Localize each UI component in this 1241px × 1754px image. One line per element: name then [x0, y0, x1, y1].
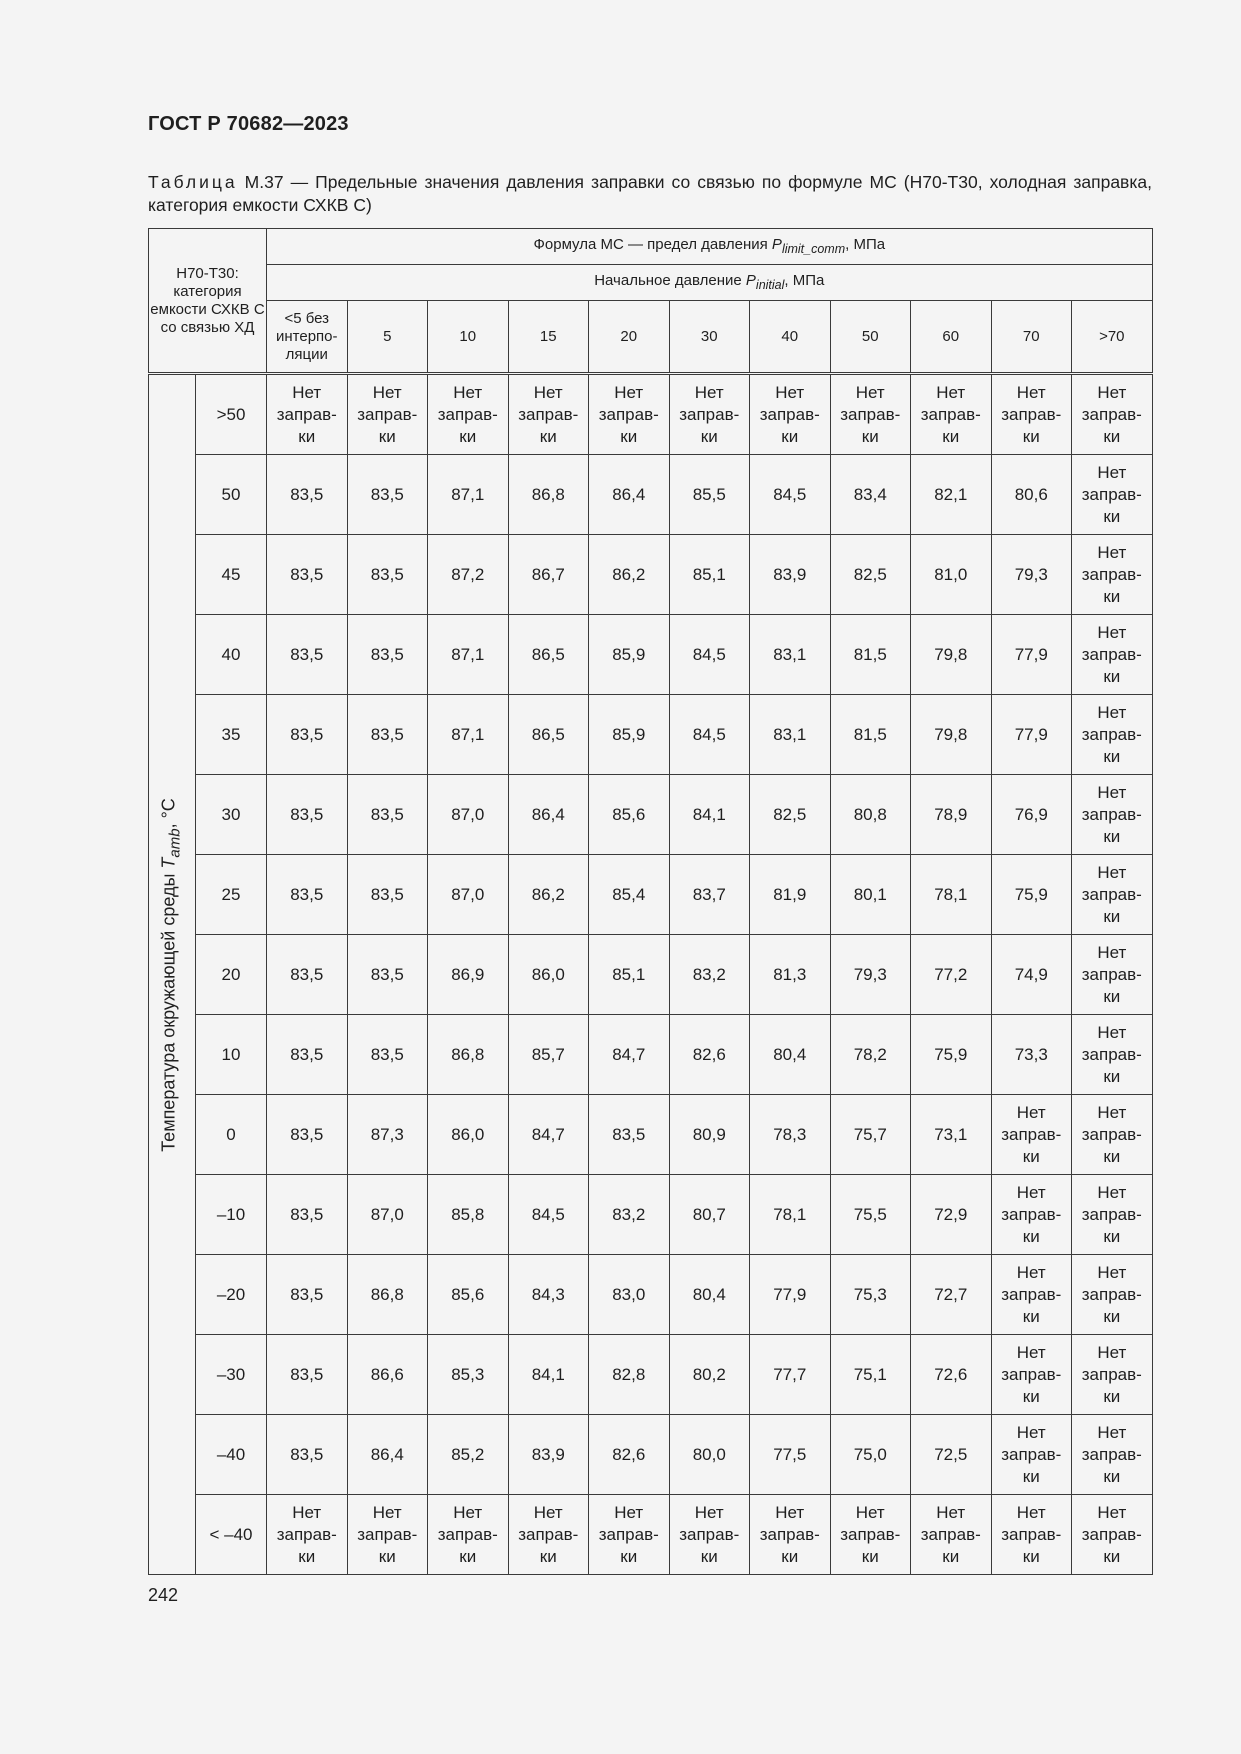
temperature-cell: –40 — [196, 1415, 267, 1495]
document-header: ГОСТ Р 70682—2023 — [148, 113, 349, 135]
temperature-cell: 50 — [196, 455, 267, 535]
value-cell: 79,3 — [991, 535, 1072, 615]
value-cell: 85,2 — [428, 1415, 509, 1495]
value-cell: 83,5 — [267, 1415, 348, 1495]
table-row — [149, 1415, 1153, 1495]
value-cell: 82,1 — [911, 455, 992, 535]
value-cell: 85,9 — [589, 615, 670, 695]
value-cell: 72,7 — [911, 1255, 992, 1335]
axis-label-subscript: amb — [166, 827, 184, 858]
value-cell: 78,3 — [750, 1095, 831, 1175]
value-cell: 72,9 — [911, 1175, 992, 1255]
table-row — [149, 535, 1153, 615]
column-header: 15 — [508, 301, 589, 374]
value-cell: 83,5 — [347, 1015, 428, 1095]
value-cell: 77,7 — [750, 1335, 831, 1415]
value-cell: 83,9 — [508, 1415, 589, 1495]
initial-unit: , МПа — [784, 271, 825, 289]
value-cell: Нет заправ- ки — [1072, 374, 1153, 455]
axis-label-unit: , °С — [158, 797, 179, 828]
column-header: 60 — [911, 301, 992, 374]
value-cell: 85,1 — [589, 935, 670, 1015]
value-cell: 81,5 — [830, 695, 911, 775]
column-header: <5 без интерпо-ляции — [267, 301, 348, 374]
value-cell: 87,2 — [428, 535, 509, 615]
value-cell: Нет заправ- ки — [267, 1495, 348, 1575]
table-row — [149, 615, 1153, 695]
value-cell: 86,5 — [508, 615, 589, 695]
value-cell: 83,5 — [267, 1015, 348, 1095]
value-cell: Нет заправ- ки — [991, 1495, 1072, 1575]
value-cell: 85,8 — [428, 1175, 509, 1255]
value-cell: 87,1 — [428, 455, 509, 535]
value-cell: 86,4 — [589, 455, 670, 535]
value-cell: 83,5 — [267, 1175, 348, 1255]
value-cell: 82,6 — [669, 1015, 750, 1095]
value-cell: Нет заправ- ки — [991, 1335, 1072, 1415]
value-cell: 87,3 — [347, 1095, 428, 1175]
table-row — [149, 1255, 1153, 1335]
value-cell: 80,9 — [669, 1095, 750, 1175]
formula-unit: , МПа — [845, 235, 886, 253]
value-cell: 83,5 — [267, 455, 348, 535]
value-cell: 86,0 — [428, 1095, 509, 1175]
value-cell: 81,9 — [750, 855, 831, 935]
value-cell: 80,2 — [669, 1335, 750, 1415]
value-cell: 84,7 — [508, 1095, 589, 1175]
value-cell: 83,5 — [347, 535, 428, 615]
value-cell: 76,9 — [991, 775, 1072, 855]
value-cell: 81,3 — [750, 935, 831, 1015]
value-cell: 85,6 — [589, 775, 670, 855]
value-cell: 79,8 — [911, 695, 992, 775]
value-cell: 83,9 — [750, 535, 831, 615]
value-cell: 79,8 — [911, 615, 992, 695]
value-cell: 86,6 — [347, 1335, 428, 1415]
value-cell: 78,1 — [750, 1175, 831, 1255]
value-cell: 78,9 — [911, 775, 992, 855]
value-cell: 83,5 — [267, 1335, 348, 1415]
value-cell: 82,5 — [750, 775, 831, 855]
value-cell: 85,4 — [589, 855, 670, 935]
value-cell: 82,6 — [589, 1415, 670, 1495]
value-cell: 83,5 — [267, 615, 348, 695]
value-cell: 77,9 — [991, 695, 1072, 775]
table-row — [149, 695, 1153, 775]
value-cell: Нет заправ- ки — [267, 374, 348, 455]
value-cell: 80,8 — [830, 775, 911, 855]
value-cell: 87,0 — [428, 855, 509, 935]
value-cell: 83,5 — [347, 855, 428, 935]
value-cell: 83,2 — [669, 935, 750, 1015]
value-cell: Нет заправ- ки — [830, 374, 911, 455]
formula-subscript: limit_comm — [781, 241, 846, 256]
initial-pressure-header — [267, 265, 1153, 301]
column-header: 40 — [750, 301, 831, 374]
pressure-limits-table — [148, 228, 1153, 1575]
value-cell: 83,5 — [347, 695, 428, 775]
value-cell: 83,1 — [750, 615, 831, 695]
value-cell: Нет заправ- ки — [750, 1495, 831, 1575]
value-cell: 77,2 — [911, 935, 992, 1015]
value-cell: 87,1 — [428, 615, 509, 695]
temperature-cell: –30 — [196, 1335, 267, 1415]
value-cell: Нет заправ- ки — [830, 1495, 911, 1575]
value-cell: 77,9 — [750, 1255, 831, 1335]
value-cell: Нет заправ- ки — [1072, 615, 1153, 695]
temperature-cell: 30 — [196, 775, 267, 855]
table-caption — [148, 171, 1152, 217]
value-cell: 84,1 — [669, 775, 750, 855]
temperature-cell: 45 — [196, 535, 267, 615]
value-cell: 86,7 — [508, 535, 589, 615]
value-cell: Нет заправ- ки — [1072, 855, 1153, 935]
value-cell: Нет заправ- ки — [1072, 455, 1153, 535]
value-cell: 75,5 — [830, 1175, 911, 1255]
temperature-cell: < –40 — [196, 1495, 267, 1575]
temperature-cell: 35 — [196, 695, 267, 775]
temperature-cell: 20 — [196, 935, 267, 1015]
value-cell: 80,4 — [669, 1255, 750, 1335]
value-cell: 72,5 — [911, 1415, 992, 1495]
caption-prefix: Таблица — [148, 172, 238, 192]
value-cell: 86,4 — [508, 775, 589, 855]
table-row — [149, 775, 1153, 855]
table-row — [149, 1175, 1153, 1255]
value-cell: 79,3 — [830, 935, 911, 1015]
value-cell: Нет заправ- ки — [589, 1495, 670, 1575]
value-cell: 83,5 — [267, 935, 348, 1015]
value-cell: 77,9 — [991, 615, 1072, 695]
value-cell: 81,0 — [911, 535, 992, 615]
formula-symbol: P — [771, 235, 782, 253]
value-cell: 87,0 — [347, 1175, 428, 1255]
initial-header-text: Начальное давление — [594, 271, 746, 289]
table-row — [149, 1495, 1153, 1575]
column-header: 5 — [347, 301, 428, 374]
value-cell: Нет заправ- ки — [1072, 1415, 1153, 1495]
value-cell: 82,8 — [589, 1335, 670, 1415]
value-cell: 80,7 — [669, 1175, 750, 1255]
temperature-cell: –10 — [196, 1175, 267, 1255]
value-cell: 75,9 — [991, 855, 1072, 935]
value-cell: 78,2 — [830, 1015, 911, 1095]
value-cell: 72,6 — [911, 1335, 992, 1415]
value-cell: 86,9 — [428, 935, 509, 1015]
value-cell: 86,2 — [589, 535, 670, 615]
value-cell: Нет заправ- ки — [508, 1495, 589, 1575]
page-number: 242 — [148, 1585, 179, 1605]
value-cell: 80,4 — [750, 1015, 831, 1095]
value-cell: Нет заправ- ки — [669, 374, 750, 455]
value-cell: Нет заправ- ки — [1072, 1335, 1153, 1415]
value-cell: Нет заправ- ки — [1072, 1255, 1153, 1335]
value-cell: 83,5 — [267, 695, 348, 775]
value-cell: 84,1 — [508, 1335, 589, 1415]
value-cell: 83,7 — [669, 855, 750, 935]
value-cell: Нет заправ- ки — [508, 374, 589, 455]
value-cell: 83,2 — [589, 1175, 670, 1255]
value-cell: Нет заправ- ки — [1072, 535, 1153, 615]
value-cell: 81,5 — [830, 615, 911, 695]
value-cell: 83,5 — [267, 775, 348, 855]
value-cell: 80,1 — [830, 855, 911, 935]
value-cell: Нет заправ- ки — [347, 1495, 428, 1575]
axis-label-text: Температура окружающей среды — [158, 868, 179, 1152]
category-header-cell: Н70-Т30: категория емкости СХКВ С со связью ХД — [149, 229, 267, 374]
value-cell: 75,7 — [830, 1095, 911, 1175]
value-cell: Нет заправ- ки — [1072, 1495, 1153, 1575]
value-cell: 84,7 — [589, 1015, 670, 1095]
value-cell: Нет заправ- ки — [1072, 775, 1153, 855]
value-cell: 86,0 — [508, 935, 589, 1015]
value-cell: 83,4 — [830, 455, 911, 535]
column-header: 50 — [830, 301, 911, 374]
value-cell: 83,5 — [347, 935, 428, 1015]
value-cell: 84,5 — [669, 615, 750, 695]
value-cell: 85,6 — [428, 1255, 509, 1335]
value-cell: 75,9 — [911, 1015, 992, 1095]
value-cell: Нет заправ- ки — [991, 374, 1072, 455]
formula-header — [267, 229, 1153, 265]
formula-header-text: Формула МС — предел давления — [533, 235, 772, 253]
caption-text: М.37 — Предельные значения давления заправки со связью по формуле МС (Н70-Т30, холодная заправка, категория емкости СХКВ С) — [148, 172, 1152, 215]
temperature-axis-cell — [149, 374, 196, 1575]
temperature-cell: 10 — [196, 1015, 267, 1095]
value-cell: 86,4 — [347, 1415, 428, 1495]
value-cell: 86,2 — [508, 855, 589, 935]
value-cell: 74,9 — [991, 935, 1072, 1015]
value-cell: Нет заправ- ки — [1072, 695, 1153, 775]
value-cell: Нет заправ- ки — [991, 1255, 1072, 1335]
value-cell: 83,5 — [347, 775, 428, 855]
value-cell: 78,1 — [911, 855, 992, 935]
value-cell: 83,5 — [267, 1255, 348, 1335]
temperature-cell: >50 — [196, 374, 267, 455]
value-cell: 85,9 — [589, 695, 670, 775]
axis-label-symbol: T — [158, 857, 179, 869]
value-cell: Нет заправ- ки — [991, 1415, 1072, 1495]
value-cell: 83,5 — [267, 855, 348, 935]
value-cell: 83,5 — [347, 615, 428, 695]
value-cell: 75,0 — [830, 1415, 911, 1495]
value-cell: Нет заправ- ки — [1072, 935, 1153, 1015]
value-cell: Нет заправ- ки — [911, 374, 992, 455]
value-cell: 82,5 — [830, 535, 911, 615]
table-row — [149, 455, 1153, 535]
value-cell: 84,5 — [508, 1175, 589, 1255]
value-cell: 85,7 — [508, 1015, 589, 1095]
value-cell: 73,3 — [991, 1015, 1072, 1095]
value-cell: Нет заправ- ки — [669, 1495, 750, 1575]
value-cell: Нет заправ- ки — [428, 1495, 509, 1575]
value-cell: 83,5 — [267, 1095, 348, 1175]
initial-subscript: initial — [755, 277, 785, 292]
table-row — [149, 374, 1153, 455]
value-cell: Нет заправ- ки — [347, 374, 428, 455]
value-cell: 80,6 — [991, 455, 1072, 535]
initial-symbol: P — [745, 271, 756, 289]
value-cell: 86,5 — [508, 695, 589, 775]
value-cell: Нет заправ- ки — [1072, 1095, 1153, 1175]
value-cell: 87,1 — [428, 695, 509, 775]
value-cell: 83,1 — [750, 695, 831, 775]
column-header: 20 — [589, 301, 670, 374]
temperature-cell: 0 — [196, 1095, 267, 1175]
temperature-cell: 25 — [196, 855, 267, 935]
value-cell: 75,1 — [830, 1335, 911, 1415]
value-cell: Нет заправ- ки — [991, 1095, 1072, 1175]
value-cell: Нет заправ- ки — [1072, 1015, 1153, 1095]
value-cell: 84,3 — [508, 1255, 589, 1335]
value-cell: 83,5 — [589, 1095, 670, 1175]
column-header: >70 — [1072, 301, 1153, 374]
value-cell: 85,5 — [669, 455, 750, 535]
value-cell: 80,0 — [669, 1415, 750, 1495]
value-cell: 86,8 — [347, 1255, 428, 1335]
table-row — [149, 855, 1153, 935]
value-cell: Нет заправ- ки — [1072, 1175, 1153, 1255]
value-cell: Нет заправ- ки — [428, 374, 509, 455]
value-cell: Нет заправ- ки — [589, 374, 670, 455]
value-cell: Нет заправ- ки — [991, 1175, 1072, 1255]
value-cell: 87,0 — [428, 775, 509, 855]
column-header: 70 — [991, 301, 1072, 374]
table-row — [149, 935, 1153, 1015]
value-cell: Нет заправ- ки — [750, 374, 831, 455]
table-row — [149, 1015, 1153, 1095]
value-cell: 77,5 — [750, 1415, 831, 1495]
value-cell: 83,5 — [267, 535, 348, 615]
value-cell: 73,1 — [911, 1095, 992, 1175]
table-row — [149, 1335, 1153, 1415]
value-cell: 85,1 — [669, 535, 750, 615]
temperature-cell: 40 — [196, 615, 267, 695]
temperature-cell: –20 — [196, 1255, 267, 1335]
value-cell: 84,5 — [669, 695, 750, 775]
value-cell: 83,5 — [347, 455, 428, 535]
column-header: 10 — [428, 301, 509, 374]
value-cell: 86,8 — [508, 455, 589, 535]
column-header: 30 — [669, 301, 750, 374]
value-cell: 85,3 — [428, 1335, 509, 1415]
value-cell: 84,5 — [750, 455, 831, 535]
value-cell: 86,8 — [428, 1015, 509, 1095]
value-cell: 75,3 — [830, 1255, 911, 1335]
value-cell: 83,0 — [589, 1255, 670, 1335]
table-row — [149, 1095, 1153, 1175]
value-cell: Нет заправ- ки — [911, 1495, 992, 1575]
temperature-axis-label — [158, 798, 187, 1152]
